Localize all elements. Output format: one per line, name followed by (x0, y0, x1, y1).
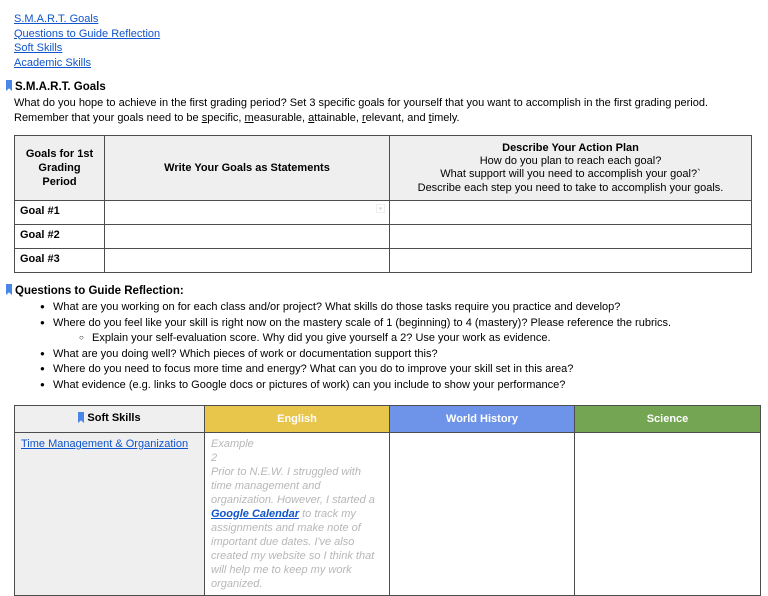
underline-m: m (244, 111, 254, 124)
list-item (40, 378, 758, 394)
science-cell[interactable] (575, 433, 761, 596)
action-plan-line-2: What support will you need to accomplish your goal?` (440, 168, 701, 181)
goal-1-plan-cell[interactable] (390, 201, 752, 225)
paragraph-text-5: elevant, and (365, 111, 429, 124)
skill-name-cell (15, 433, 205, 596)
list-item (40, 347, 758, 363)
english-example-cell[interactable] (205, 433, 390, 596)
question-4-text: Where do you need to focus more time and energy? What can you do to improve your skill set in this area? (53, 363, 574, 375)
chevron-down-icon[interactable] (376, 204, 385, 213)
skills-header-world-history: World History (390, 406, 575, 433)
question-5-text: What evidence (e.g. links to Google docs or pictures of work) can you include to show your performance? (53, 378, 566, 391)
skills-table-header-row (15, 406, 761, 433)
action-plan-line-3: Describe each step you need to take to accomplish your goals. (417, 181, 724, 194)
table-row (15, 225, 752, 249)
example-label: Example (211, 438, 254, 450)
goal-2-label: Goal #2 (15, 225, 105, 249)
bookmark-icon (6, 284, 12, 295)
paragraph-text-6: imely. (431, 111, 460, 124)
table-row (15, 201, 752, 225)
skills-header-soft-skills-label: Soft Skills (87, 411, 141, 424)
question-2-text: Where do you feel like your skill is right now on the mastery scale of 1 (beginning) to 4 (mastery)? Please reference the rubrics. (53, 316, 672, 329)
paragraph-text-4: ttainable, (314, 111, 362, 124)
question-3-text: What are you doing well? Which pieces of work or documentation support this? (53, 347, 438, 360)
smart-goals-table (14, 135, 752, 273)
question-1-text: What are you working on for each class and/or project? What skills do those tasks require you practice and develop? (53, 301, 621, 313)
skills-header-english: English (205, 406, 390, 433)
table-row (15, 249, 752, 273)
bookmark-icon (78, 412, 84, 423)
skill-link-time-management[interactable]: Time Management & Organization (21, 438, 189, 450)
bookmark-icon (6, 80, 12, 91)
example-text-before: Prior to N.E.W. I struggled with time management and organization. However, I started a (211, 466, 375, 506)
toc-link-smart-goals[interactable]: S.M.A.R.T. Goals (14, 13, 99, 25)
action-plan-line-1: How do you plan to reach each goal? (479, 154, 662, 167)
underline-a: a (308, 111, 315, 124)
questions-heading (6, 284, 758, 298)
goal-3-label: Goal #3 (15, 249, 105, 273)
skills-header-soft-skills (15, 406, 205, 433)
underline-t: t (428, 111, 432, 124)
goal-3-statement-cell[interactable] (105, 249, 390, 273)
goal-1-statement-cell[interactable] (105, 201, 390, 225)
goals-header-statements: Write Your Goals as Statements (105, 136, 390, 201)
questions-heading-label: Questions to Guide Reflection: (15, 285, 184, 297)
toc-link-soft-skills[interactable]: Soft Skills (14, 42, 63, 54)
question-2-sub-text: Explain your self-evaluation score. Why did you give yourself a 2? Use your work as evidence. (92, 332, 551, 344)
paragraph-text-1: What do you hope to achieve in the first grading period? Set 3 specific goals for yourself that you want to accomplish in the first grading period. Remember that your goals need to be (14, 97, 708, 124)
action-plan-title: Describe Your Action Plan (502, 141, 639, 154)
smart-goals-heading (6, 80, 758, 94)
smart-goals-heading-label: S.M.A.R.T. Goals (15, 81, 106, 93)
smart-goals-paragraph (14, 96, 754, 125)
goals-header-period: Goals for 1st Grading Period (15, 136, 105, 201)
paragraph-text-2: pecific, (207, 111, 245, 124)
goal-2-statement-cell[interactable] (105, 225, 390, 249)
example-score: 2 (211, 452, 218, 464)
world-history-cell[interactable] (390, 433, 575, 596)
goal-2-plan-cell[interactable] (390, 225, 752, 249)
goal-3-plan-cell[interactable] (390, 249, 752, 273)
goal-1-label: Goal #1 (15, 201, 105, 225)
example-text-after: to track my assignments and make note of important due dates. I've also created my website so I think that will help me to keep my work organized. (211, 508, 375, 590)
list-item (40, 316, 758, 347)
list-item (40, 362, 758, 378)
list-item (79, 331, 758, 347)
google-calendar-link[interactable]: Google Calendar (211, 508, 300, 520)
toc-link-academic-skills[interactable]: Academic Skills (14, 56, 92, 69)
list-item (40, 300, 758, 316)
toc-link-questions-to-guide-reflection[interactable]: Questions to Guide Reflection (14, 27, 161, 40)
soft-skills-table (14, 405, 761, 596)
underline-s: s (201, 111, 208, 124)
goals-header-action-plan (390, 136, 752, 201)
reflection-questions-list (14, 300, 758, 393)
table-of-contents (14, 12, 758, 70)
skills-header-science: Science (575, 406, 761, 433)
underline-r: r (361, 111, 366, 124)
table-row (15, 433, 761, 596)
paragraph-text-3: easurable, (253, 111, 309, 124)
goals-table-header-row (15, 136, 752, 201)
